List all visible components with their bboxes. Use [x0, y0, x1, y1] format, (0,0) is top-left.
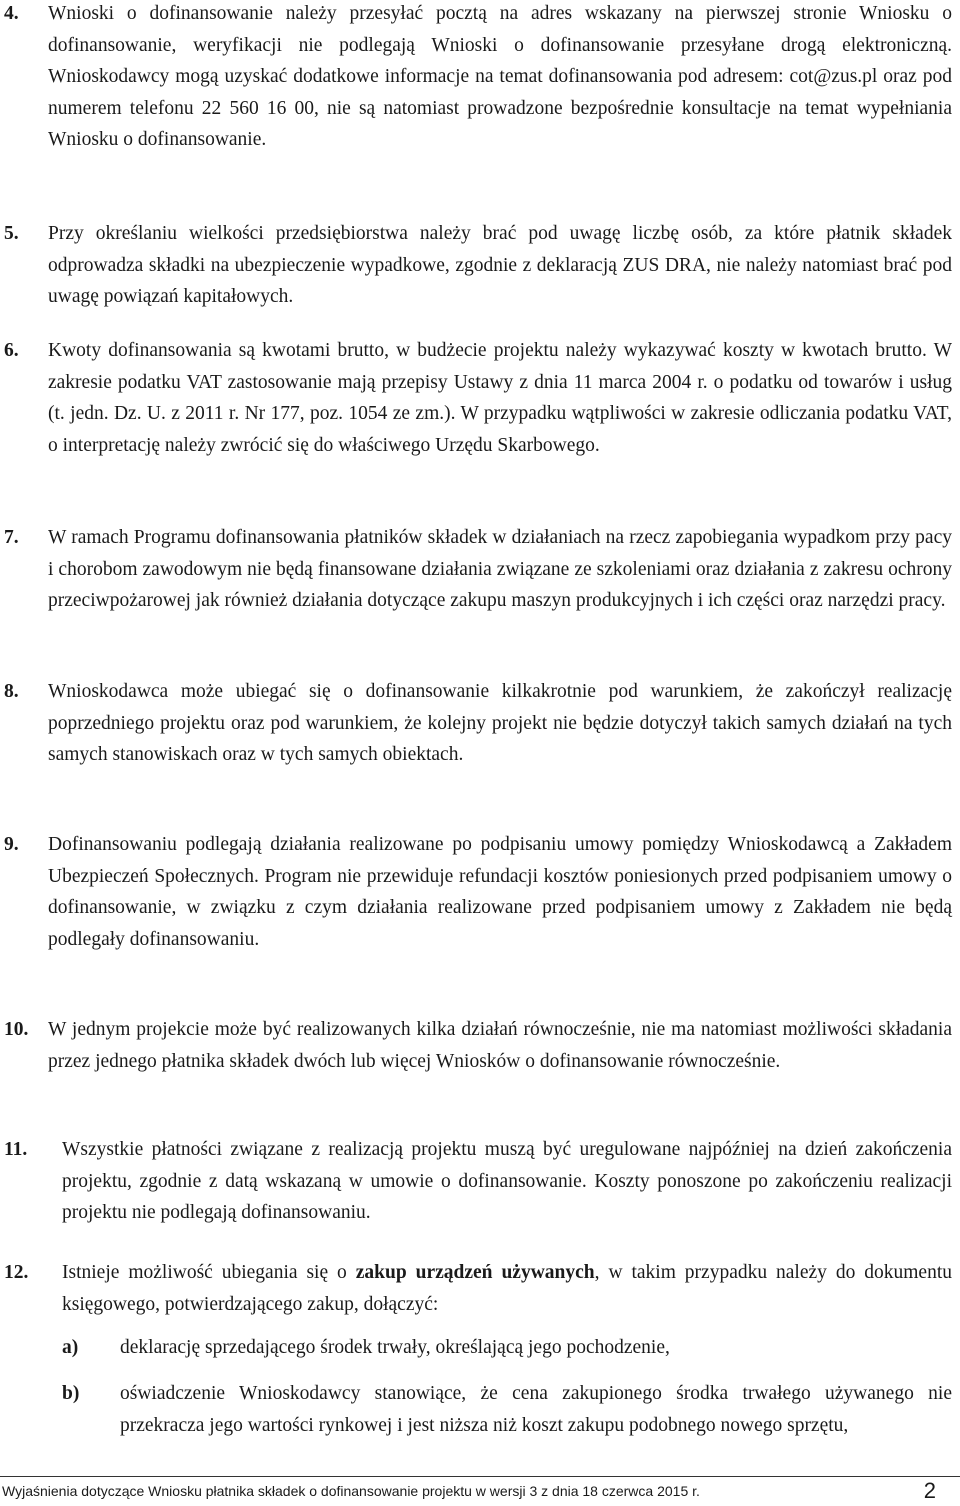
item-number: 5.: [4, 223, 19, 244]
item-text: Wszystkie płatności związane z realizacją projektu muszą być uregulowane najpóźniej na dzień zakończenia projektu, zgodnie z datą wskazaną w umowie o dofinansowanie. Koszty ponoszone po zakończeniu realizacji projektu nie podlegają dofinansowaniu.: [62, 1139, 952, 1223]
item-number: 10.: [4, 1019, 29, 1040]
item-number: 6.: [4, 340, 19, 361]
item-number: 7.: [4, 527, 19, 548]
item-number: 8.: [4, 681, 19, 702]
item-text: Wnioski o dofinansowanie należy przesyłać pocztą na adres wskazany na pierwszej stronie Wniosku o dofinansowanie, weryfikacji nie podlegają Wnioski o dofinansowanie przesyłane drogą elektroniczną. Wnioskodawcy mogą uzyskać dodatkowe informacje na temat dofinansowania pod adresem: cot@zus.pl oraz pod numerem telefonu 22 560 16 00, nie są natomiast prowadzone bezpośrednie konsultacje na temat wypełniania Wniosku o dofinansowanie.: [48, 3, 952, 150]
page-number: 2: [923, 1478, 936, 1503]
item-text: Wnioskodawca może ubiegać się o dofinansowanie kilkakrotnie pod warunkiem, że zakończył realizację poprzedniego projektu oraz pod warunkiem, że kolejny projekt nie będzie dotyczył takich samych działań na tych samych stanowiskach oraz w tych samych obiektach.: [48, 681, 952, 765]
subitem-text: deklarację sprzedającego środek trwały, określającą jego pochodzenie,: [120, 1337, 670, 1358]
item-text-after: , w takim przypadku należy do dokumentu księgowego, potwierdzającego zakup, dołączyć:: [62, 1262, 953, 1315]
item-number: 11.: [4, 1139, 28, 1160]
subitem-letter: b): [62, 1383, 80, 1404]
footer-divider: [0, 1476, 960, 1477]
item-text: [62, 1257, 952, 1320]
footer-text: Wyjaśnienia dotyczące Wniosku płatnika składek o dofinansowanie projektu w wersji 3 z dnia 18 czerwca 2015 r.: [2, 1483, 700, 1499]
subitem-letter: a): [62, 1337, 79, 1358]
item-text-emphasis: zakup urządzeń używanych: [355, 1262, 595, 1283]
item-number: 9.: [4, 834, 19, 855]
item-number: 12.: [4, 1262, 29, 1283]
item-text: W ramach Programu dofinansowania płatników składek w działaniach na rzecz zapobiegania wypadkom przy pacy i chorobom zawodowym nie będą finansowane działania związane ze szkoleniami oraz działania z zakresu ochrony przeciwpożarowej jak również działania dotyczące zakupu maszyn produkcyjnych i ich części oraz narzędzi pracy.: [48, 527, 952, 611]
item-text: Dofinansowaniu podlegają działania realizowane po podpisaniu umowy pomiędzy Wnioskodawcą a Zakładem Ubezpieczeń Społecznych. Program nie przewiduje refundacji kosztów poniesionych przed podpisaniem umowy o dofinansowanie, w związku z czym działania realizowane przed podpisaniem umowy z Zakładem nie będą podlegały dofinansowaniu.: [48, 834, 952, 950]
item-number: 4.: [4, 3, 19, 24]
item-text: Przy określaniu wielkości przedsiębiorstwa należy brać pod uwagę liczbę osób, za które płatnik składek odprowadza składki na ubezpieczenie wypadkowe, zgodnie z deklaracją ZUS DRA, nie należy natomiast brać pod uwagę powiązań kapitałowych.: [48, 223, 952, 307]
subitem-text: oświadczenie Wnioskodawcy stanowiące, że cena zakupionego środka trwałego używanego nie przekracza jego wartości rynkowej i jest niższa niż koszt zakupu podobnego nowego sprzętu,: [120, 1383, 952, 1436]
item-text-before: Istnieje możliwość ubiegania się o: [62, 1262, 347, 1283]
item-text: W jednym projekcie może być realizowanych kilka działań równocześnie, nie ma natomiast możliwości składania przez jednego płatnika składek dwóch lub więcej Wniosków o dofinansowanie równocześnie.: [48, 1019, 952, 1072]
item-text: Kwoty dofinansowania są kwotami brutto, w budżecie projektu należy wykazywać koszty w kwotach brutto. W zakresie podatku VAT zastosowanie mają przepisy Ustawy z dnia 11 marca 2004 r. o podatku od towarów i usług (t. jedn. Dz. U. z 2011 r. Nr 177, poz. 1054 ze zm.). W przypadku wątpliwości w zakresie odliczania podatku VAT, o interpretację należy zwrócić się do właściwego Urzędu Skarbowego.: [48, 340, 952, 456]
